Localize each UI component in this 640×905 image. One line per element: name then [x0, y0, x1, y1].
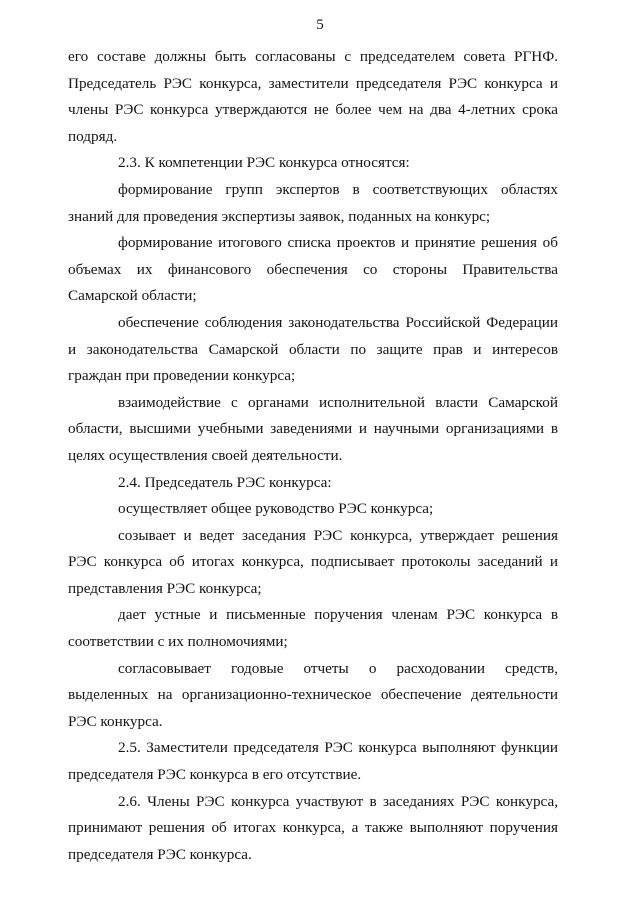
paragraph-chairman-2: созывает и ведет заседания РЭС конкурса, утверждает решения РЭС конкурса об итогах конкурса, подписывает протоколы заседаний и представления РЭС конкурса; — [68, 526, 558, 597]
section-2-4-heading: 2.4. Председатель РЭС конкурса: — [118, 473, 332, 491]
paragraph-continuation: его составе должны быть согласованы с председателем совета РГНФ. Председатель РЭС конкурса, заместители председателя РЭС конкурса и члены РЭС конкурса утверждаются не более чем на два 4-летних срока подряд. — [68, 48, 558, 145]
section-2-3-heading: 2.3. К компетенции РЭС конкурса относятся: — [118, 154, 410, 172]
paragraph-chairman-1: осуществляет общее руководство РЭС конкурса; — [118, 500, 434, 518]
paragraph-chairman-4: согласовывает годовые отчеты о расходовании средств, выделенных на организационно-техническое обеспечение деятельности РЭС конкурса. — [68, 659, 558, 730]
paragraph-competence-1: формирование групп экспертов в соответствующих областях знаний для проведения экспертизы заявок, поданных на конкурс; — [68, 180, 558, 225]
section-2-6-paragraph: 2.6. Члены РЭС конкурса участвуют в заседаниях РЭС конкурса, принимают решения об итогах конкурса, а также выполняют поручения председателя РЭС конкурса. — [68, 792, 558, 863]
paragraph-competence-4: взаимодействие с органами исполнительной власти Самарской области, высшими учебными заведениями и научными организациями в целях осуществления своей деятельности. — [68, 393, 558, 464]
section-2-5-paragraph: 2.5. Заместители председателя РЭС конкурса выполняют функции председателя РЭС конкурса в его отсутствие. — [68, 739, 558, 784]
paragraph-competence-2: формирование итогового списка проектов и принятие решения об объемах их финансового обеспечения со стороны Правительства Самарской области; — [68, 234, 558, 305]
document-body — [68, 44, 558, 868]
paragraph-competence-3: обеспечение соблюдения законодательства Российской Федерации и законодательства Самарской области по защите прав и интересов граждан при проведении конкурса; — [68, 313, 558, 385]
paragraph-chairman-3: дает устные и письменные поручения членам РЭС конкурса в соответствии с их полномочиями; — [68, 606, 558, 651]
page-number: 5 — [316, 17, 324, 33]
